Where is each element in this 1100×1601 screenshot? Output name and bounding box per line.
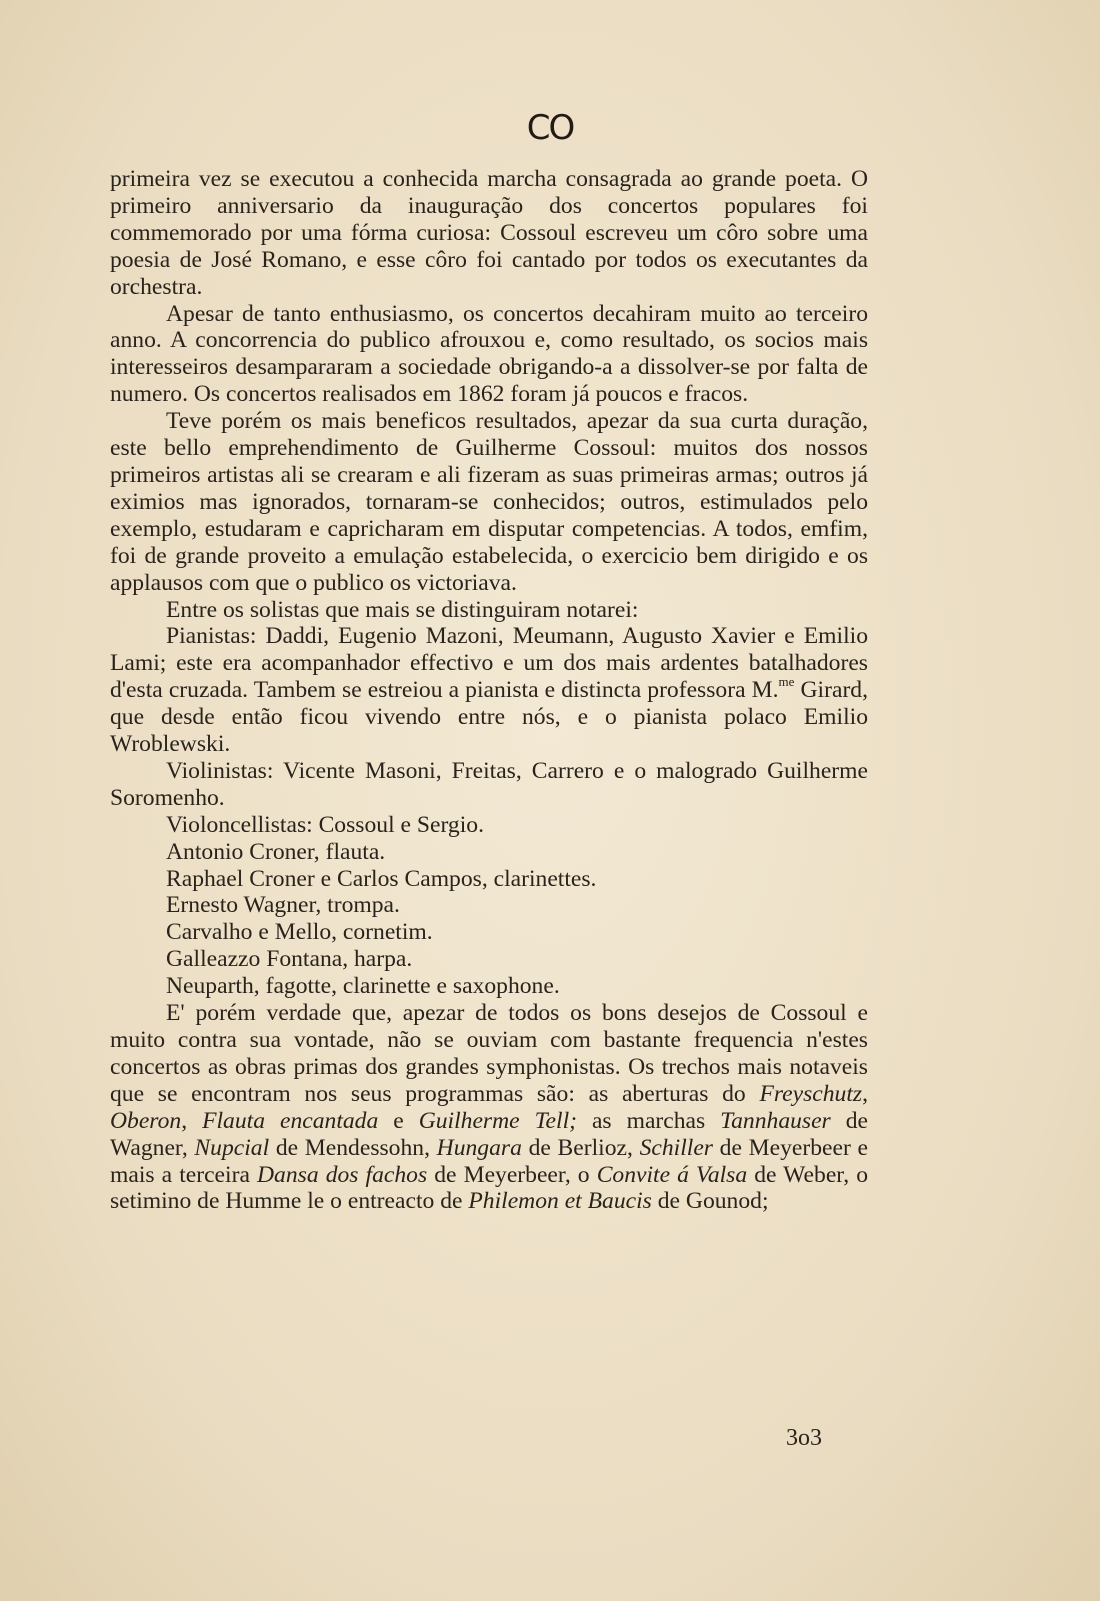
paragraph: Teve porém os mais beneficos resultados, apezar da sua curta duração, este bello emprehendimento de Guilherme Cossoul: muitos dos nossos primeiros artistas ali se crearam e ali fizeram as suas primeiras armas; outros já eximios mas ignorados, tornaram-se conhecidos; outros, estimulados pelo exemplo, estudaram e capricharam em disputar competencias. A todos, emfim, foi de grande proveito a emulação estabelecida, o exercicio bem dirigido e os applausos com que o publico os victoriava. bbox=[110, 408, 868, 596]
paragraph: Carvalho e Mello, cornetim. bbox=[166, 919, 433, 946]
body-text bbox=[110, 166, 868, 1215]
paragraph: Apesar de tanto enthusiasmo, os concertos decahiram muito ao terceiro anno. A concorrencia do publico afrouxou e, como resultado, os socios mais interesseiros desampararam a sociedade obrigando-a a dissolver-se por falta de numero. Os concertos realisados em 1862 foram já poucos e fracos. bbox=[110, 300, 868, 408]
superscript: me bbox=[778, 674, 795, 690]
work-title: Oberon bbox=[110, 1107, 182, 1134]
paragraph: Raphael Croner e Carlos Campos, clarinettes. bbox=[166, 865, 597, 892]
work-title: Freyschutz bbox=[759, 1080, 863, 1107]
work-title: Schiller bbox=[639, 1134, 713, 1161]
running-header: CO bbox=[526, 108, 574, 148]
paragraph: Pianistas: Daddi, Eugenio Mazoni, Meumann, Augusto Xavier e Emilio Lami; este era acompanhador effectivo e um dos mais ardentes batalhadores d'esta cruzada. Tambem se estreiou a pianista e distincta professora M.$^{me}$ Girard, que desde então ficou vivendo entre nós, e o pianista polaco Emilio Wroblewski. bbox=[110, 623, 868, 758]
page-number: 3o3 bbox=[786, 1425, 822, 1451]
paragraph: Galleazzo Fontana, harpa. bbox=[166, 946, 413, 973]
work-title: Flauta encantada bbox=[202, 1107, 379, 1134]
paragraph: Antonio Croner, flauta. bbox=[166, 838, 386, 865]
paragraph: Ernesto Wagner, trompa. bbox=[166, 892, 400, 919]
paragraph: primeira vez se executou a conhecida marcha consagrada ao grande poeta. O primeiro anniversario da inauguração dos concertos populares foi commemorado por uma fórma curiosa: Cossoul escreveu um côro sobre uma poesia de José Romano, e esse côro foi cantado por todos os executantes da orchestra. bbox=[110, 166, 868, 300]
paragraph: E' porém verdade que, apezar de todos os bons desejos de Cossoul e muito contra sua vontade, não se ouviam com bastante frequencia n'estes concertos as obras primas dos grandes symphonistas. Os trechos mais notaveis que se encontram nos seus programmas são: as aberturas do Freyschutz, Oberon, Flauta encantada e Guilherme Tell; as marchas Tannhauser de Wagner, Nupcial de Mendessohn, Hungara de Berlioz, Schiller de Meyerbeer e mais a terceira Dansa dos fachos de Meyerbeer, o Convite á Valsa de Weber, o setimino de Humme le o entreacto de Philemon et Baucis de Gounod; bbox=[110, 1000, 868, 1215]
work-title: Convite á Valsa bbox=[596, 1161, 748, 1188]
work-title: Tannhauser bbox=[720, 1107, 831, 1134]
work-title: Philemon et Baucis bbox=[468, 1188, 652, 1215]
work-title: Dansa dos fachos bbox=[257, 1161, 428, 1188]
work-title: Nupcial bbox=[194, 1134, 270, 1161]
paragraph: Entre os solistas que mais se distinguiram notarei: bbox=[166, 596, 639, 623]
work-title: Hungara bbox=[436, 1134, 522, 1161]
paragraph: Violoncellistas: Cossoul e Sergio. bbox=[166, 811, 484, 838]
paragraph: Violinistas: Vicente Masoni, Freitas, Carrero e o malogrado Guilherme Soromenho. bbox=[110, 757, 868, 811]
paragraph: Neuparth, fagotte, clarinette e saxophone. bbox=[166, 973, 560, 1000]
work-title: Guilherme Tell; bbox=[418, 1107, 577, 1134]
